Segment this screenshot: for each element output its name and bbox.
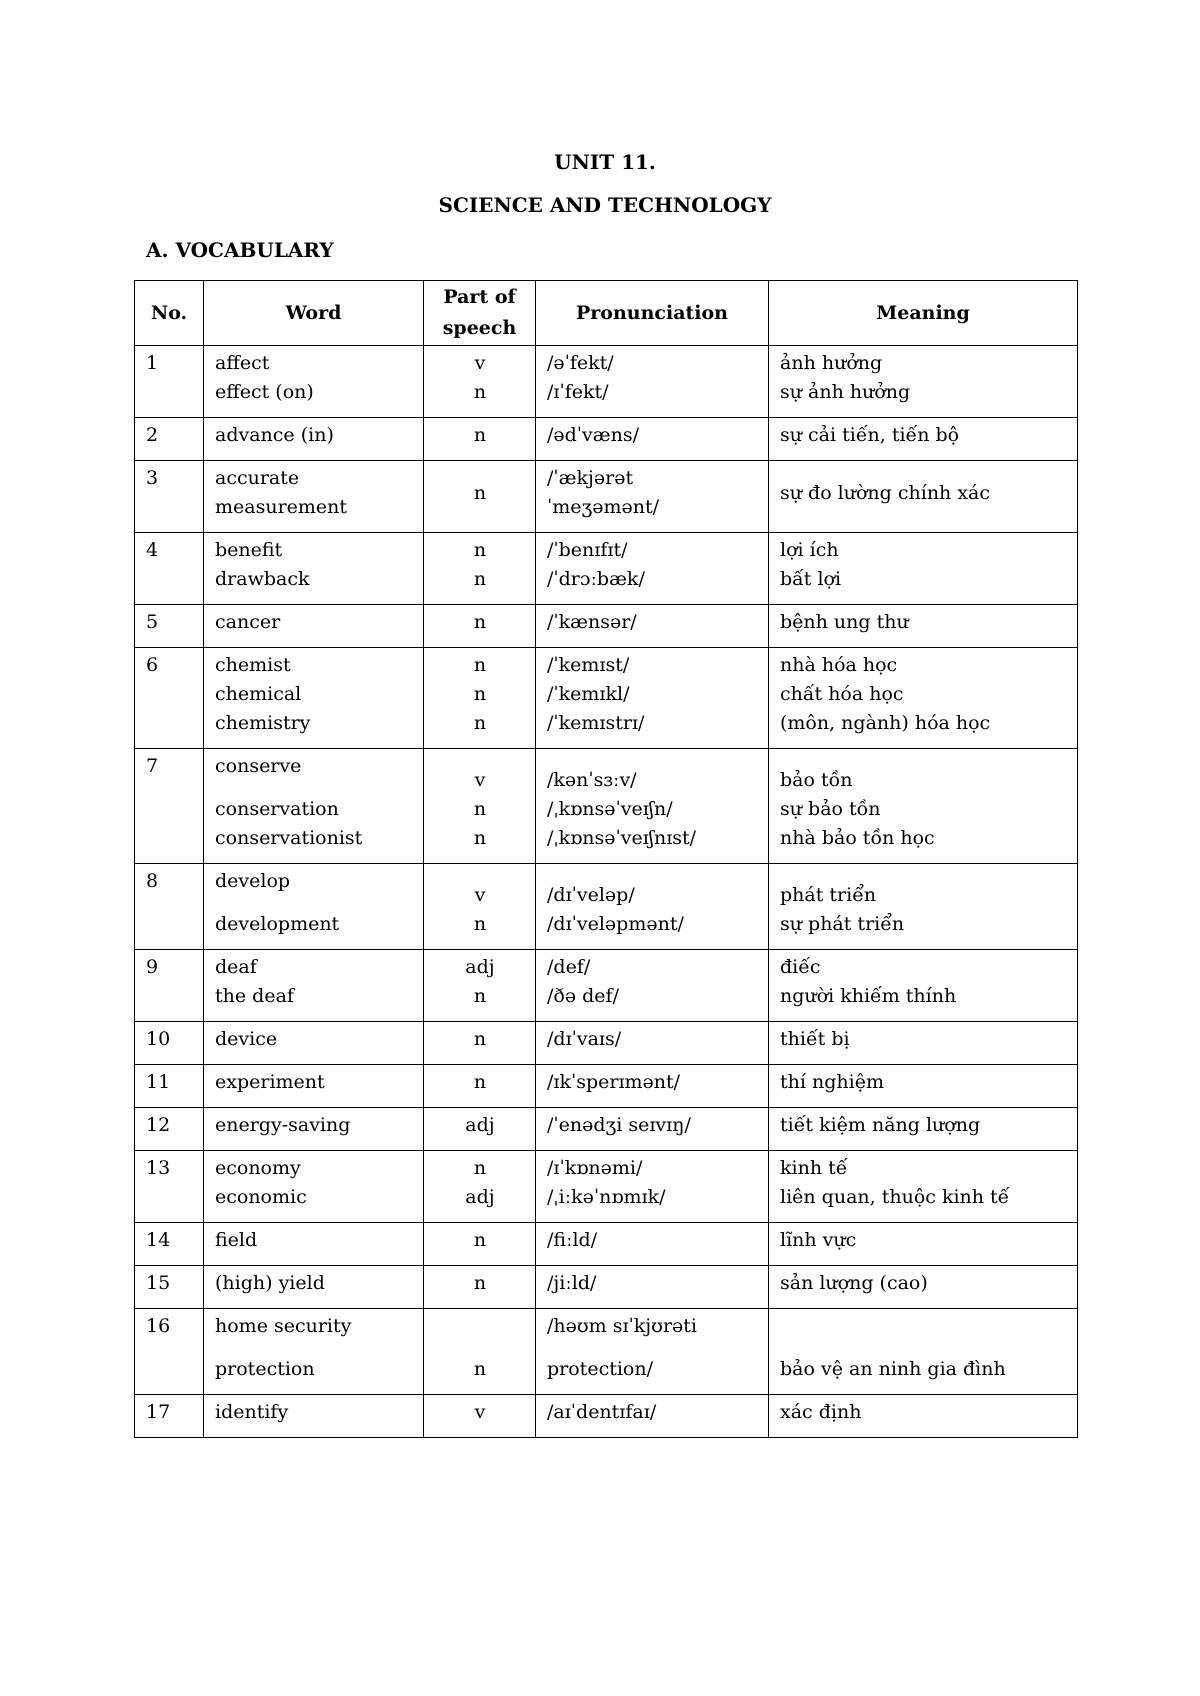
part-of-speech: n (473, 985, 487, 1007)
pronunciation: /ˈkemɪkl/ (547, 683, 630, 705)
meaning: thiết bị (780, 1028, 850, 1050)
pronunciation-cell (536, 605, 769, 648)
pronunciation: /ɪkˈsperɪmənt/ (547, 1071, 681, 1093)
part-of-speech-cell (424, 1266, 536, 1309)
row-number: 11 (135, 1065, 204, 1108)
table-row (135, 461, 1078, 533)
row-number: 15 (135, 1266, 204, 1309)
word: conserve (215, 755, 302, 777)
pronunciation: /ˌkɒnsəˈveɪʃn/ (547, 798, 673, 820)
pronunciation-cell (536, 533, 769, 605)
pronunciation-cell (536, 864, 769, 950)
meaning: bệnh ung thư (780, 611, 909, 633)
table-row (135, 1223, 1078, 1266)
row-number: 8 (135, 864, 204, 950)
word: experiment (215, 1071, 325, 1093)
part-of-speech-cell (424, 950, 536, 1022)
word-cell (204, 1223, 424, 1266)
meaning: sản lượng (cao) (780, 1272, 928, 1294)
meaning-cell (769, 1395, 1078, 1438)
table-row (135, 605, 1078, 648)
row-number: 5 (135, 605, 204, 648)
meaning: lĩnh vực (780, 1229, 857, 1251)
meaning-cell (769, 1151, 1078, 1223)
pronunciation: /ədˈvæns/ (547, 424, 640, 446)
meaning: bảo vệ an ninh gia đình (780, 1358, 1006, 1380)
part-of-speech: n (473, 481, 487, 504)
word: benefit (215, 539, 283, 561)
meaning: sự cải tiến, tiến bộ (780, 424, 960, 446)
meaning: lợi ích (780, 539, 839, 561)
table-row (135, 864, 1078, 950)
meaning-cell (769, 461, 1078, 533)
part-of-speech: n (473, 827, 487, 849)
word: economic (215, 1186, 307, 1208)
row-number: 2 (135, 418, 204, 461)
meaning: sự phát triển (780, 913, 905, 935)
pronunciation-cell (536, 1309, 769, 1395)
pronunciation: /kənˈsɜːv/ (547, 769, 637, 791)
pronunciation-cell (536, 1266, 769, 1309)
part-of-speech-cell (424, 864, 536, 950)
table-row (135, 1065, 1078, 1108)
pronunciation-cell (536, 1108, 769, 1151)
pronunciation: /ɪˈkɒnəmi/ (547, 1157, 643, 1179)
word: home security (215, 1315, 352, 1337)
pronunciation: /dɪˈveləp/ (547, 884, 635, 906)
word: effect (on) (215, 381, 314, 403)
table-row (135, 1309, 1078, 1395)
part-of-speech: n (473, 1028, 487, 1050)
meaning: chất hóa học (780, 683, 904, 705)
word: chemical (215, 683, 302, 705)
part-of-speech: n (473, 381, 487, 403)
word: cancer (215, 611, 281, 633)
meaning-cell (769, 418, 1078, 461)
meaning-cell (769, 648, 1078, 749)
word: measurement (215, 496, 348, 518)
meaning-cell (769, 533, 1078, 605)
table-row (135, 418, 1078, 461)
meaning-cell (769, 605, 1078, 648)
part-of-speech: v (474, 352, 486, 374)
part-of-speech-cell (424, 749, 536, 864)
pronunciation: /ɪˈfekt/ (547, 381, 609, 403)
word-cell (204, 418, 424, 461)
meaning: thí nghiệm (780, 1071, 884, 1093)
pronunciation: /fiːld/ (547, 1229, 598, 1251)
vocabulary-table (134, 280, 1078, 1438)
word: (high) yield (215, 1272, 325, 1294)
word-cell (204, 749, 424, 864)
part-of-speech: adj (465, 1186, 495, 1208)
row-number: 3 (135, 461, 204, 533)
pronunciation: /ˈbenɪfɪt/ (547, 539, 628, 561)
meaning: xác định (780, 1401, 862, 1423)
word-cell (204, 1395, 424, 1438)
part-of-speech: v (474, 769, 486, 791)
pronunciation-cell (536, 749, 769, 864)
word-cell (204, 1108, 424, 1151)
word-cell (204, 1022, 424, 1065)
word-cell (204, 864, 424, 950)
part-of-speech: n (473, 1272, 487, 1294)
pronunciation-cell (536, 1022, 769, 1065)
word-cell (204, 1065, 424, 1108)
part-of-speech: n (473, 712, 487, 734)
row-number: 13 (135, 1151, 204, 1223)
pronunciation: /ˈkænsər/ (547, 611, 637, 633)
meaning: liên quan, thuộc kinh tế (780, 1186, 1010, 1208)
part-of-speech: v (474, 884, 486, 906)
word: advance (in) (215, 424, 334, 446)
part-of-speech: adj (465, 956, 495, 978)
meaning-cell (769, 1266, 1078, 1309)
word: accurate (215, 467, 300, 489)
pronunciation-cell (536, 418, 769, 461)
meaning: người khiếm thính (780, 985, 957, 1007)
pronunciation-cell (536, 346, 769, 418)
word-cell (204, 461, 424, 533)
table-row (135, 648, 1078, 749)
word: deaf (215, 956, 257, 978)
table-row (135, 1022, 1078, 1065)
part-of-speech-cell (424, 418, 536, 461)
part-of-speech: n (473, 539, 487, 561)
table-row (135, 533, 1078, 605)
meaning: bất lợi (780, 568, 842, 590)
table-row (135, 950, 1078, 1022)
row-number: 12 (135, 1108, 204, 1151)
row-number: 10 (135, 1022, 204, 1065)
word-cell (204, 605, 424, 648)
part-of-speech-cell (424, 1309, 536, 1395)
pronunciation-cell (536, 1223, 769, 1266)
word-cell (204, 346, 424, 418)
pronunciation: /ˈenədʒi seɪvɪŋ/ (547, 1114, 691, 1136)
pronunciation: protection/ (547, 1358, 653, 1380)
pronunciation: /aɪˈdentɪfaɪ/ (547, 1401, 657, 1423)
meaning-cell (769, 864, 1078, 950)
part-of-speech: n (473, 1358, 487, 1380)
pronunciation-cell (536, 950, 769, 1022)
pronunciation-cell (536, 1151, 769, 1223)
word: conservationist (215, 827, 363, 849)
part-of-speech-cell (424, 461, 536, 533)
pronunciation: /ˈdrɔːbæk/ (547, 568, 645, 590)
word: the deaf (215, 985, 294, 1007)
word: drawback (215, 568, 310, 590)
column-header-pronunciation: Pronunciation (536, 281, 769, 346)
part-of-speech-cell (424, 1022, 536, 1065)
word: field (215, 1229, 258, 1251)
pronunciation-cell (536, 1395, 769, 1438)
word-cell (204, 1266, 424, 1309)
part-of-speech-cell (424, 1223, 536, 1266)
column-header-no: No. (135, 281, 204, 346)
meaning: điếc (780, 956, 821, 978)
part-of-speech: n (473, 568, 487, 590)
part-of-speech: n (473, 1071, 487, 1093)
part-of-speech: v (474, 1401, 486, 1423)
part-of-speech: n (473, 798, 487, 820)
meaning-cell (769, 749, 1078, 864)
pronunciation: /ˈækjərət (547, 467, 634, 489)
part-of-speech: n (473, 1229, 487, 1251)
meaning: sự ảnh hưởng (780, 381, 911, 403)
word: device (215, 1028, 278, 1050)
meaning-cell (769, 1022, 1078, 1065)
part-of-speech: n (473, 424, 487, 446)
section-heading: A. VOCABULARY (146, 238, 334, 262)
table-row (135, 1108, 1078, 1151)
table-row (135, 1266, 1078, 1309)
meaning: phát triển (780, 884, 877, 906)
pronunciation: /həʊm sɪˈkjʊrəti (547, 1315, 697, 1337)
table-row (135, 749, 1078, 864)
pronunciation: /dɪˈveləpmənt/ (547, 913, 684, 935)
pronunciation: /ðə def/ (547, 985, 619, 1007)
meaning-cell (769, 1223, 1078, 1266)
meaning-cell (769, 1065, 1078, 1108)
part-of-speech: n (473, 654, 487, 676)
row-number: 6 (135, 648, 204, 749)
part-of-speech-cell (424, 1108, 536, 1151)
word-cell (204, 950, 424, 1022)
word: development (215, 913, 340, 935)
word: develop (215, 870, 291, 892)
word-cell (204, 533, 424, 605)
pronunciation: /ˌiːkəˈnɒmɪk/ (547, 1186, 666, 1208)
word: economy (215, 1157, 301, 1179)
meaning: sự bảo tồn (780, 798, 881, 820)
word: protection (215, 1358, 315, 1380)
meaning: nhà bảo tồn học (780, 827, 935, 849)
meaning-cell (769, 346, 1078, 418)
word: energy-saving (215, 1114, 351, 1136)
part-of-speech: adj (465, 1114, 495, 1136)
pronunciation-cell (536, 1065, 769, 1108)
meaning: nhà hóa học (780, 654, 898, 676)
part-of-speech-cell (424, 533, 536, 605)
pronunciation: /def/ (547, 956, 591, 978)
part-of-speech-cell (424, 1395, 536, 1438)
table-header-row (135, 281, 1078, 346)
table-row (135, 346, 1078, 418)
unit-subtitle: SCIENCE AND TECHNOLOGY (438, 193, 772, 217)
pronunciation: /ˌkɒnsəˈveɪʃnɪst/ (547, 827, 697, 849)
meaning: tiết kiệm năng lượng (780, 1114, 981, 1136)
table-row (135, 1395, 1078, 1438)
word-cell (204, 1151, 424, 1223)
part-of-speech-cell (424, 346, 536, 418)
row-number: 4 (135, 533, 204, 605)
row-number: 9 (135, 950, 204, 1022)
word-cell (204, 648, 424, 749)
pronunciation: /dɪˈvaɪs/ (547, 1028, 622, 1050)
meaning-cell (769, 1309, 1078, 1395)
column-header-word: Word (204, 281, 424, 346)
meaning: ảnh hưởng (780, 352, 883, 374)
pronunciation: ˈmeʒəmənt/ (547, 496, 659, 518)
column-header-part-of-speech: Part of speech (424, 281, 536, 346)
part-of-speech: n (473, 683, 487, 705)
word: chemistry (215, 712, 311, 734)
meaning: (môn, ngành) hóa học (780, 712, 991, 734)
pronunciation-cell (536, 648, 769, 749)
meaning: kinh tế (780, 1157, 848, 1179)
part-of-speech-cell (424, 605, 536, 648)
pronunciation: /ˈkemɪst/ (547, 654, 630, 676)
word: conservation (215, 798, 339, 820)
part-of-speech: n (473, 913, 487, 935)
part-of-speech-cell (424, 1151, 536, 1223)
row-number: 7 (135, 749, 204, 864)
part-of-speech: n (473, 611, 487, 633)
row-number: 17 (135, 1395, 204, 1438)
unit-title: UNIT 11. (554, 150, 656, 174)
row-number: 1 (135, 346, 204, 418)
part-of-speech: n (473, 1157, 487, 1179)
part-of-speech-cell (424, 1065, 536, 1108)
table-row (135, 1151, 1078, 1223)
word: affect (215, 352, 270, 374)
meaning-cell (769, 1108, 1078, 1151)
pronunciation: /jiːld/ (547, 1272, 597, 1294)
meaning: bảo tồn (780, 769, 853, 791)
meaning-cell (769, 950, 1078, 1022)
pronunciation: /ˈkemɪstrɪ/ (547, 712, 645, 734)
row-number: 16 (135, 1309, 204, 1395)
part-of-speech-cell (424, 648, 536, 749)
word: identify (215, 1401, 289, 1423)
word: chemist (215, 654, 291, 676)
pronunciation: /əˈfekt/ (547, 352, 614, 374)
meaning: sự đo lường chính xác (780, 481, 991, 504)
pronunciation-cell (536, 461, 769, 533)
row-number: 14 (135, 1223, 204, 1266)
word-cell (204, 1309, 424, 1395)
column-header-meaning: Meaning (769, 281, 1078, 346)
